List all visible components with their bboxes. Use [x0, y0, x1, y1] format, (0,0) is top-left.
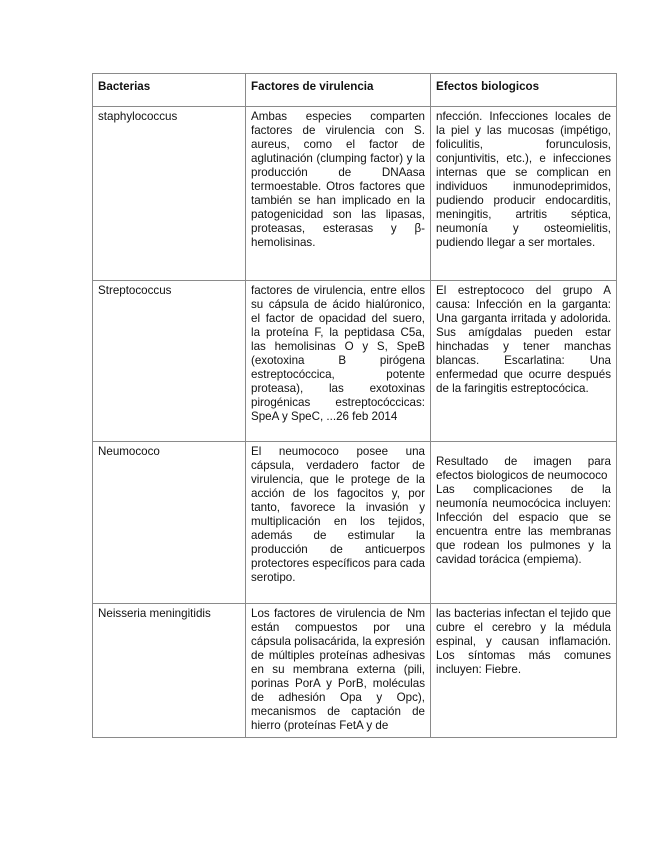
cell-efectos: nfección. Infecciones locales de la piel y las mucosas (impétigo, foliculitis, forunculosis, conjuntivitis, etc.), e infecciones internas que se complican en individuos inmunodeprimidos, pudiendo producir endocarditis, meningitis, artritis séptica, neumonía y osteomielitis, pudiendo llegar a ser mortales.	[431, 107, 617, 281]
cell-efectos: las bacterias infectan el tejido que cubre el cerebro y la médula espinal, y causan inflamación. Los síntomas más comunes incluyen: Fiebre.	[431, 604, 617, 738]
header-efectos: Efectos biologicos	[431, 74, 617, 107]
table-row	[93, 604, 617, 738]
cell-factores: Los factores de virulencia de Nm están compuestos por una cápsula polisacárida, la expresión de múltiples proteínas adhesivas en su membrana externa (pili, porinas PorA y PorB, moléculas de adhesión Opa y Opc), mecanismos de captación de hierro (proteínas FetA y de	[246, 604, 431, 738]
efectos-heading-text: Resultado de imagen para efectos biologicos de neumococo	[436, 455, 611, 482]
cell-bacteria: Streptococcus	[93, 281, 246, 442]
cell-efectos	[431, 442, 617, 604]
bacteria-table	[92, 73, 617, 738]
cell-factores: Ambas especies comparten factores de virulencia con S. aureus, como el factor de aglutinación (clumping factor) y la producción de DNAasa termoestable. Otros factores que también se han implicado en la patogenicidad son las lipasas, proteasas, esterasas y β-hemolisinas.	[246, 107, 431, 281]
cell-bacteria: Neumococo	[93, 442, 246, 604]
table-row	[93, 442, 617, 604]
cell-spacer	[436, 445, 611, 455]
header-factores: Factores de virulencia	[246, 74, 431, 107]
cell-efectos: El estreptococo del grupo A causa: Infección en la garganta: Una garganta irritada y adolorida. Sus amígdalas pueden estar hinchadas y tener manchas blancas. Escarlatina: Una enfermedad que ocurre después de la faringitis estreptocócica.	[431, 281, 617, 442]
cell-bacteria: staphylococcus	[93, 107, 246, 281]
cell-factores: factores de virulencia, entre ellos su cápsula de ácido hialúronico, el factor de opacidad del suero, la proteína F, la peptidasa C5a, las hemolisinas O y S, SpeB (exotoxina B pirógena estreptocóccica, potente proteasa), las exotoxinas pirogénicas estreptocóccicas: SpeA y SpeC, ...26 feb 2014	[246, 281, 431, 442]
cell-factores: El neumococo posee una cápsula, verdadero factor de virulencia, que le protege de la acción de los fagocitos y, por tanto, favorece la invasión y multiplicación en los tejidos, además de estimular la producción de anticuerpos protectores específicos para cada serotipo.	[246, 442, 431, 604]
table-header-row	[93, 74, 617, 107]
efectos-body-text: Las complicaciones de la neumonía neumocócica incluyen: Infección del espacio que se encuentra entre las membranas que rodean los pulmones y la cavidad torácica (empiema).	[436, 483, 611, 566]
table-row	[93, 281, 617, 442]
cell-bacteria: Neisseria meningitidis	[93, 604, 246, 738]
table-row	[93, 107, 617, 281]
header-bacterias: Bacterias	[93, 74, 246, 107]
